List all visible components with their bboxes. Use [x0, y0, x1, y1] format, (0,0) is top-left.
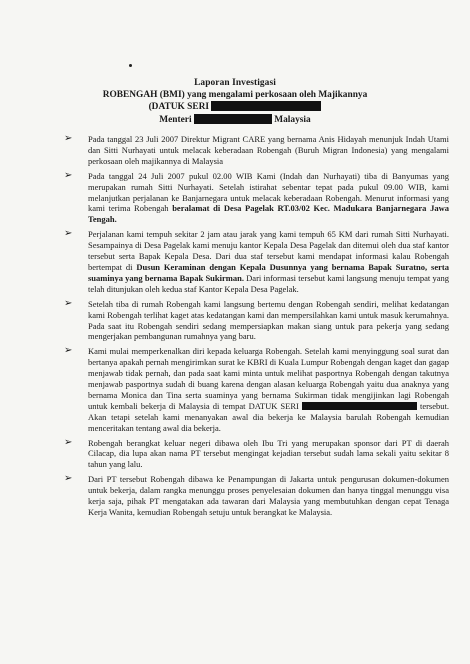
item-tail-text: Dari informasi tersebut kami langsung menuju tempat yang telah ditunjukan oleh kedua staf Kantor Kepala Desa Pagelak. — [88, 272, 449, 294]
item-text: Setelah tiba di rumah Robengah kami langsung bertemu dengan Robengah sendiri, melihat kedatangan kami Robengah terlihat kaget atas kedatangan kami dan mempersilahkan kami untuk masuk kerumahnya. Pada saat itu Robengah sendiri sedang mempersiapkan makan siang untuk para pekerja yang sedang mengerjakan pembangunan rumahnya yang baru. — [88, 298, 449, 342]
item-text: Perjalanan kami tempuh sekitar 2 jam atau jarak yang kami tempuh 65 KM dari rumah Sitti Nurhayati. Sesampainya di Desa Pagelak kami menuju kantor Kepala Desa Pagelak dan ditemui oleh dua staf kantor tersebut serta Bapak Kepala Desa. Dari dua staf tersebut kami mendapat informasi kalau Robengah bertempat di — [88, 229, 449, 272]
item-text: Pada tanggal 23 Juli 2007 Direktur Migrant CARE yang bernama Anis Hidayah menunjuk Indah Utami dan Sitti Nurhayati untuk melacak keberadaan Robengah (Buruh Migran Indonesia) yang mengalami perkosaan oleh majikannya di Malaysia — [88, 134, 449, 166]
report-header — [0, 78, 470, 126]
menteri-suffix: Malaysia — [274, 114, 311, 125]
arrow-bullet-icon: ➢ — [64, 169, 73, 181]
item-text: Kami mulai memperkenalkan diri kepada keluarga Robengah. Setelah kami menyinggung soal surat dan bertanya apakah pernah mengirimkan surat ke KBRI di Kuala Lumpur Robengah dengan kaget dan gagap menjawab tidak pernah, dan pada saat kami minta untuk melihat pasportnya Robengah dengan takutnya menjawab pasportnya sudah di buang karena dengan alasan keluarga Robengah yaitu dua anaknya yang bernama Monica dan Tina serta suaminya yang bernama Sukirman tidak mengijinkan lagi Robengah untuk kembali bekerja di Malaysia di tempat DATUK SERI — [88, 346, 449, 411]
menteri-prefix: Menteri — [159, 114, 192, 125]
stray-dot — [129, 64, 132, 67]
redaction-bar — [211, 101, 321, 111]
report-title: Laporan Investigasi — [194, 78, 276, 88]
arrow-bullet-icon: ➢ — [64, 228, 73, 240]
item-text: Pada tanggal 24 Juli 2007 pukul 02.00 WIB Kami (Indah dan Nurhayati) tiba di Banyumas yang merupakan rumah Sitti Nurhayati. Setelah istirahat sebentar tepat pada pukul 09.00 WIB, kami melanjutkan perjalanan ke Banjarnegara untuk melacak keberadaan Robengah. Menurut informasi yang kami terima Robengah — [88, 170, 449, 214]
menteri-line — [0, 114, 470, 127]
arrow-bullet-icon: ➢ — [64, 436, 73, 448]
datuk-line — [0, 101, 470, 114]
arrow-bullet-icon: ➢ — [64, 473, 73, 485]
item-tail-text: tersebut. Akan tetapi setelah kami menanyakan awal dia bekerja ke Malaysia barulah Robengah kemudian menceritakan tentang awal dia bekerja. — [88, 400, 449, 433]
redaction-bar — [194, 114, 272, 124]
list-item — [64, 171, 449, 226]
report-subtitle: ROBENGAH (BMI) yang mengalami perkosaan oleh Majikannya — [102, 89, 368, 100]
arrow-bullet-icon: ➢ — [64, 133, 73, 144]
item-text: Dari PT tersebut Robengah dibawa ke Penampungan di Jakarta untuk pengurusan dokumen-dokumen untuk bekerja, dalam rangka menunggu proses penyelesaian dokumen dan hanya tinggal menunggu visa kerja saja, pihak PT mengatakan ada tawaran dari Malaysia yang membutuhkan dengan cepat Tenaga Kerja Wanita, kemudian Robengah setuju untuk berangkat ke Malaysia. — [88, 474, 449, 517]
list-item — [64, 438, 449, 471]
list-item — [64, 474, 449, 518]
item-bold-text: beralamat di Desa Pagelak RT.03/02 Kec. Madukara Banjarnegara Jawa Tengah. — [88, 203, 449, 225]
datuk-prefix: (DATUK SERI — [148, 102, 210, 113]
item-text: Robengah berangkat keluar negeri dibawa oleh Ibu Tri yang merupakan sponsor dari PT di daerah Cilacap, dia lupa akan nama PT tersebut mengingat kejadian tersebut sudah lama sekali yaitu sekitar 8 tahun yang lalu. — [88, 437, 449, 470]
arrow-bullet-icon: ➢ — [64, 345, 73, 357]
list-item — [64, 299, 449, 343]
report-body — [64, 134, 449, 522]
arrow-bullet-icon: ➢ — [64, 297, 73, 309]
list-item — [64, 229, 449, 294]
item-bold-text: Dusun Keraminan dengan Kepala Dusunnya yang bernama Bapak Suratno, serta suaminya yang bernama Bapak Sukirman. — [88, 261, 449, 283]
list-item — [64, 134, 449, 167]
list-item — [64, 346, 449, 433]
redaction-bar — [302, 402, 417, 410]
